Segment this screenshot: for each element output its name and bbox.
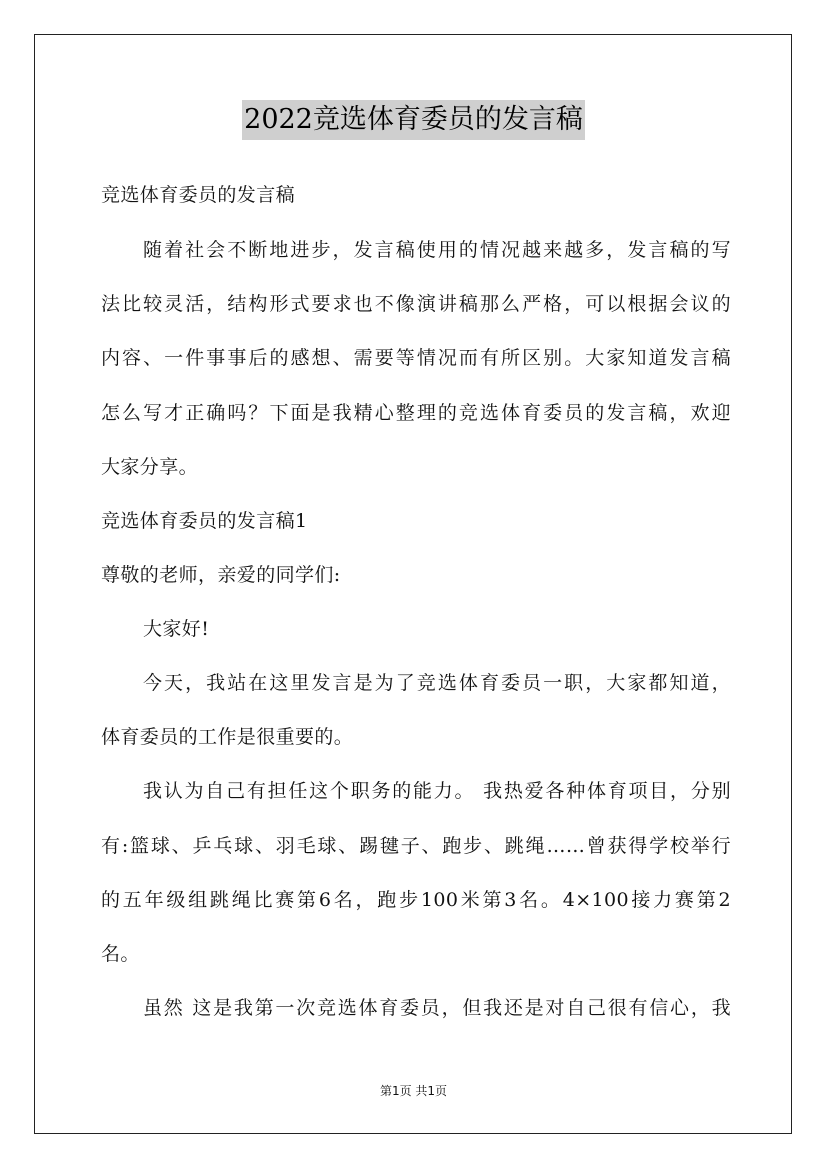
paragraph-line: 随着社会不断地进步，发言稿使用的情况越来越多，发言稿的写: [143, 239, 731, 261]
paragraph-line: 的五年级组跳绳比赛第6名，跑步100米第3名。4×100接力赛第2: [101, 889, 731, 911]
paragraph-line: 我认为自己有担任这个职务的能力。 我热爱各种体育项目，分别: [143, 780, 731, 802]
greeting-line: 大家好!: [143, 618, 210, 640]
document-title: 2022竞选体育委员的发言稿: [242, 100, 585, 140]
paragraph-line: 今天，我站在这里发言是为了竞选体育委员一职，大家都知道，: [143, 672, 731, 694]
title-container: [0, 100, 827, 140]
salutation-line: 尊敬的老师，亲爱的同学们:: [101, 564, 341, 586]
paragraph-line: 体育委员的工作是很重要的。: [101, 726, 354, 748]
paragraph-line: 怎么写才正确吗？下面是我精心整理的竞选体育委员的发言稿，欢迎: [101, 402, 731, 424]
paragraph-line: 有:篮球、乒乓球、羽毛球、踢毽子、跑步、跳绳……曾获得学校举行: [101, 835, 731, 857]
paragraph-line: 名。: [101, 943, 140, 965]
section-heading: 竞选体育委员的发言稿1: [101, 510, 308, 532]
paragraph-line: 法比较灵活，结构形式要求也不像演讲稿那么严格，可以根据会议的: [101, 293, 731, 315]
page-footer: 第1页 共1页: [379, 1084, 448, 1098]
paragraph-line: 大家分享。: [101, 456, 199, 478]
paragraph-line: 虽然 这是我第一次竞选体育委员，但我还是对自己很有信心，我: [143, 997, 731, 1019]
subtitle-line: 竞选体育委员的发言稿: [101, 184, 296, 206]
paragraph-line: 内容、一件事事后的感想、需要等情况而有所区别。大家知道发言稿: [101, 347, 731, 369]
